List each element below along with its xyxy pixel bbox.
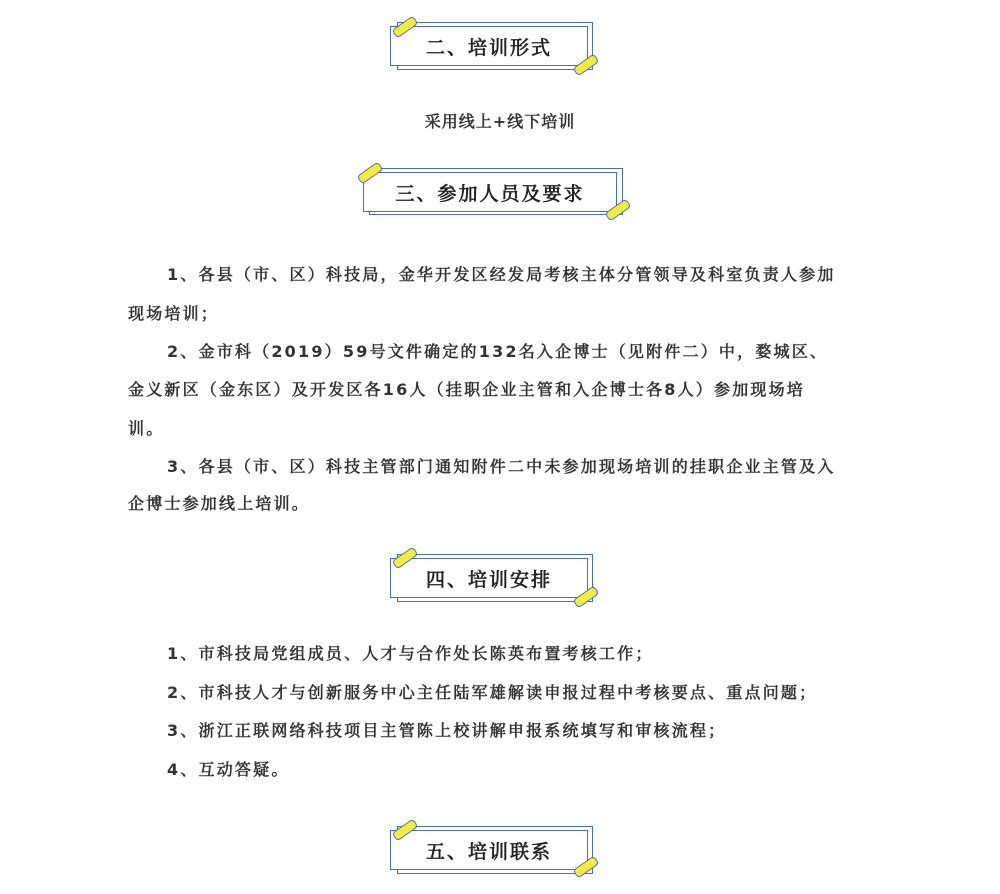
list-item: 3、浙江正联网络科技项目主管陈上校讲解申报系统填写和审核流程； [167, 721, 727, 740]
paragraph-line: 3、各县（市、区）科技主管部门通知附件二中未参加现场培训的挂职企业主管及入 [167, 457, 836, 476]
section-heading: 三、参加人员及要求 [395, 182, 585, 205]
title-frame [390, 558, 588, 598]
title-frame [390, 830, 588, 870]
section-heading: 四、培训安排 [425, 568, 552, 591]
section-heading: 五、培训联系 [425, 840, 552, 863]
section-heading: 二、培训形式 [425, 36, 552, 59]
paragraph-line: 训。 [128, 419, 165, 438]
paragraph-line: 2、金市科（2019）59号文件确定的132名入企博士（见附件二）中，婺城区、 [167, 342, 829, 361]
list-item: 2、市科技人才与创新服务中心主任陆军雄解读申报过程中考核要点、重点问题； [167, 683, 818, 702]
paragraph-line: 金义新区（金东区）及开发区各16人（挂职企业主管和入企博士各8人）参加现场培 [128, 380, 805, 399]
title-frame [363, 172, 617, 212]
title-frame [390, 26, 588, 66]
paragraph-line: 现场培训； [128, 304, 220, 323]
paragraph-line: 1、各县（市、区）科技局，金华开发区经发局考核主体分管领导及科室负责人参加 [167, 265, 836, 284]
list-item: 1、市科技局党组成员、人才与合作处长陈英布置考核工作； [167, 644, 654, 663]
paragraph-line: 企博士参加线上培训。 [128, 494, 311, 513]
training-form-text: 采用线上+线下培训 [424, 112, 576, 131]
list-item: 4、互动答疑。 [167, 760, 290, 779]
